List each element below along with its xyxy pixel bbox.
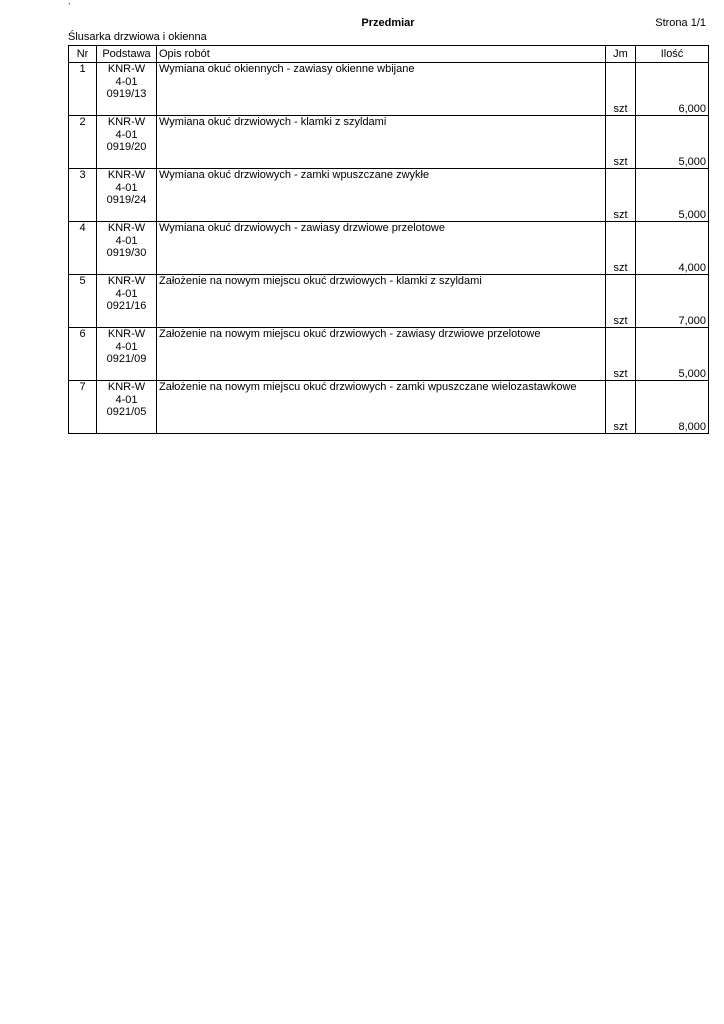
row-description: Założenie na nowym miejscu okuć drzwiowych - zamki wpuszczane wielozastawkowe [157, 381, 606, 434]
row-quantity: 7,000 [636, 275, 709, 328]
row-unit: szt [606, 381, 636, 434]
row-description: Założenie na nowym miejscu okuć drzwiowych - klamki z szyldami [157, 275, 606, 328]
column-header-jm: Jm [606, 46, 636, 63]
row-basis [97, 381, 157, 434]
row-basis [97, 328, 157, 381]
basis-position: 0919/13 [106, 88, 147, 100]
basis-position: 0919/24 [106, 194, 147, 206]
column-header-podstawa: Podstawa [97, 46, 157, 63]
basis-table: 4-01 [115, 75, 138, 88]
table-row [69, 328, 709, 381]
table-row [69, 275, 709, 328]
row-quantity: 8,000 [636, 381, 709, 434]
basis-table: 4-01 [115, 128, 138, 141]
row-description: Wymiana okuć drzwiowych - zawiasy drzwiowe przelotowe [157, 222, 606, 275]
table-header-row [69, 46, 709, 63]
items-table [68, 45, 709, 434]
basis-catalog: KNR-W [107, 275, 146, 287]
row-description: Wymiana okuć okiennych - zawiasy okienne wbijane [157, 63, 606, 116]
basis-table: 4-01 [115, 393, 138, 406]
table-row [69, 63, 709, 116]
basis-catalog: KNR-W [107, 116, 146, 128]
basis-catalog: KNR-W [107, 63, 146, 75]
row-quantity: 4,000 [636, 222, 709, 275]
row-unit: szt [606, 222, 636, 275]
basis-position: 0921/05 [106, 406, 147, 418]
row-basis [97, 169, 157, 222]
basis-position: 0919/30 [106, 247, 147, 259]
row-description: Wymiana okuć drzwiowych - klamki z szyldami [157, 116, 606, 169]
row-unit: szt [606, 275, 636, 328]
basis-position: 0921/09 [106, 353, 147, 365]
table-row [69, 169, 709, 222]
row-description: Założenie na nowym miejscu okuć drzwiowych - zawiasy drzwiowe przelotowe [157, 328, 606, 381]
row-number: 6 [69, 328, 97, 381]
row-basis [97, 116, 157, 169]
table-row [69, 222, 709, 275]
basis-catalog: KNR-W [107, 381, 146, 393]
row-number: 2 [69, 116, 97, 169]
basis-table: 4-01 [115, 181, 138, 194]
column-header-nr: Nr [69, 46, 97, 63]
row-quantity: 5,000 [636, 328, 709, 381]
row-quantity: 5,000 [636, 169, 709, 222]
row-basis [97, 222, 157, 275]
row-quantity: 5,000 [636, 116, 709, 169]
row-unit: szt [606, 169, 636, 222]
row-number: 5 [69, 275, 97, 328]
basis-position: 0921/16 [106, 300, 147, 312]
row-basis [97, 63, 157, 116]
basis-catalog: KNR-W [107, 328, 146, 340]
table-row [69, 116, 709, 169]
column-header-opis: Opis robót [157, 46, 606, 63]
page-number: Strona 1/1 [655, 17, 706, 29]
row-unit: szt [606, 63, 636, 116]
document-title: Przedmiar [361, 17, 415, 29]
table-row [69, 381, 709, 434]
basis-catalog: KNR-W [107, 222, 146, 234]
row-basis [97, 275, 157, 328]
row-quantity: 6,000 [636, 63, 709, 116]
basis-table: 4-01 [115, 340, 138, 353]
basis-table: 4-01 [115, 287, 138, 300]
basis-table: 4-01 [115, 234, 138, 247]
corner-mark: ` [68, 2, 71, 12]
basis-catalog: KNR-W [107, 169, 146, 181]
row-number: 7 [69, 381, 97, 434]
row-unit: szt [606, 116, 636, 169]
row-unit: szt [606, 328, 636, 381]
row-number: 3 [69, 169, 97, 222]
column-header-ilosc: Ilość [636, 46, 709, 63]
row-number: 4 [69, 222, 97, 275]
row-description: Wymiana okuć drzwiowych - zamki wpuszczane zwykłe [157, 169, 606, 222]
row-number: 1 [69, 63, 97, 116]
basis-position: 0919/20 [106, 141, 147, 153]
section-title: Ślusarka drzwiowa i okienna [68, 31, 207, 43]
